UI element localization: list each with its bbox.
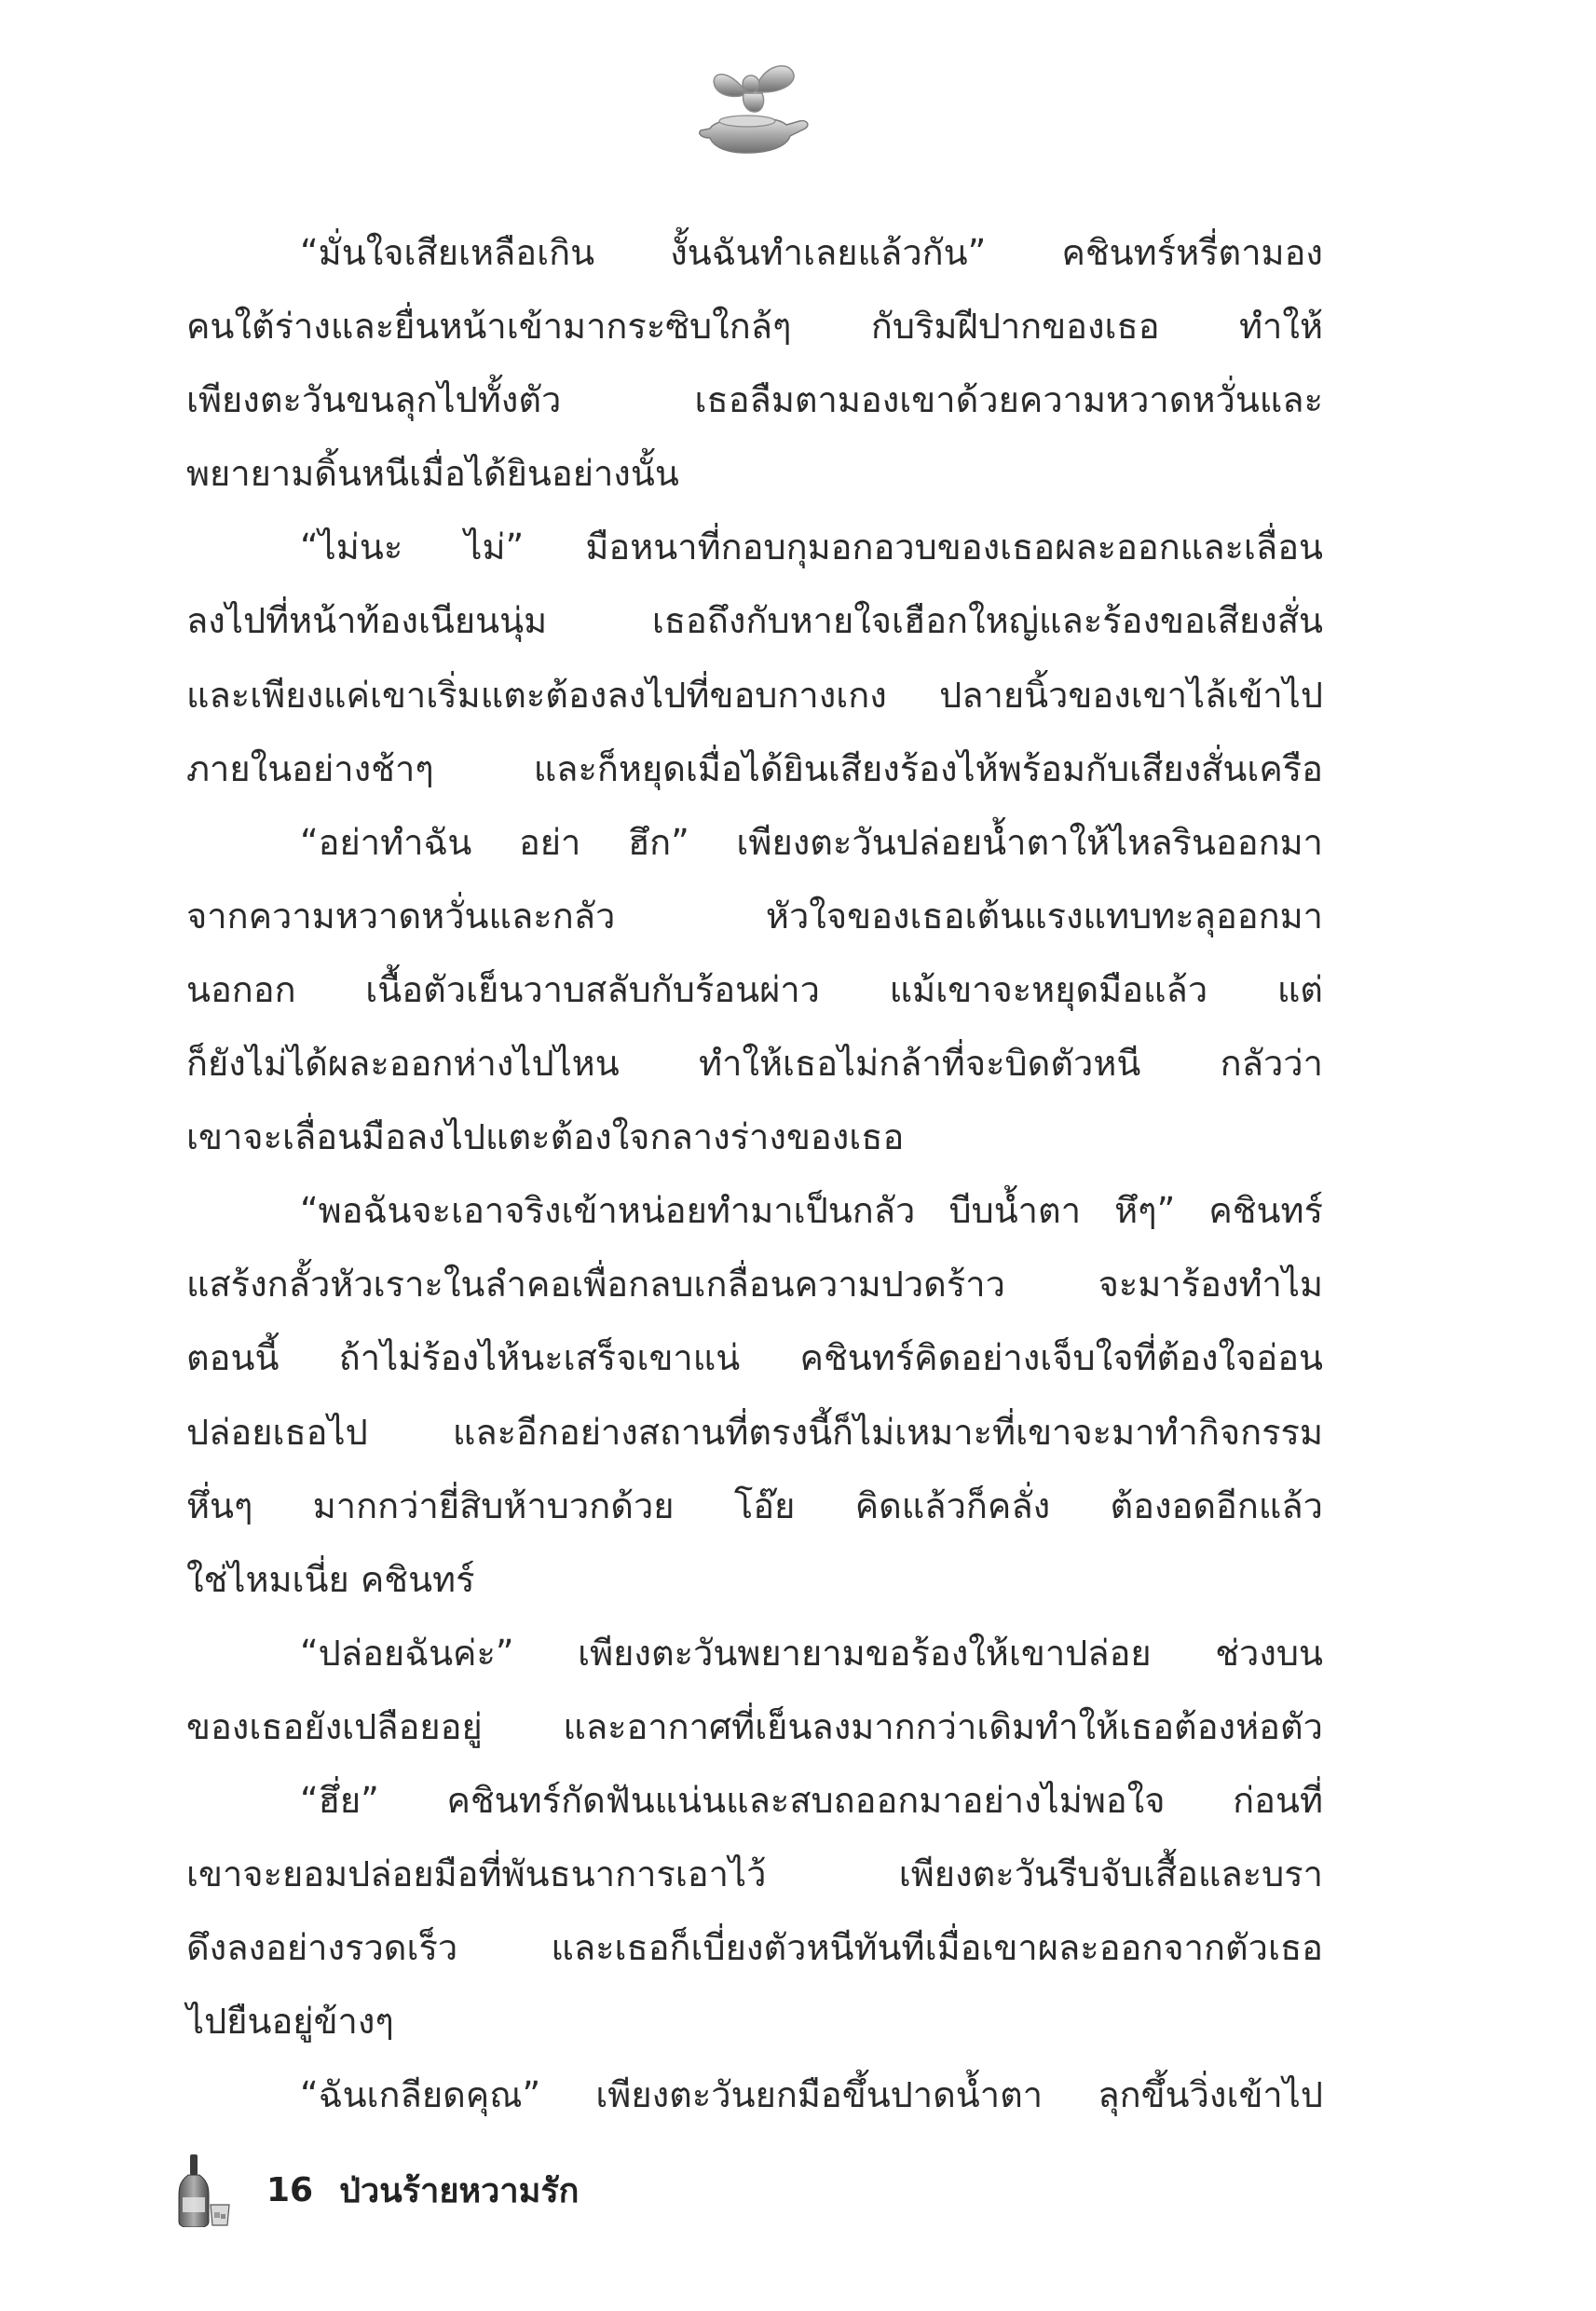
text-line: ลงไปที่หน้าท้องเนียนนุ่ม เธอถึงกับหายใจเฮือกใหญ่และร้องขอเสียงสั่น	[186, 600, 1323, 642]
text-line: ก็ยังไม่ได้ผละออกห่างไปไหน ทำให้เธอไม่กล้าที่จะบิดตัวหนี กลัวว่า	[186, 1043, 1323, 1085]
text-line: เพียงตะวันขนลุกไปทั้งตัว เธอลืมตามองเขาด้วยความหวาดหวั่นและ	[186, 379, 1323, 421]
page-number: 16	[266, 2170, 314, 2209]
text-line: คนใต้ร่างและยื่นหน้าเข้ามากระซิบใกล้ๆ กับริมฝีปากของเธอ ทำให้	[186, 306, 1323, 348]
text-line: ใช่ไหมเนี่ย คชินทร์	[186, 1558, 475, 1600]
text-line: พยายามดิ้นหนีเมื่อได้ยินอย่างนั้น	[186, 453, 679, 495]
text-line: “มั่นใจเสียเหลือเกิน งั้นฉันทำเลยแล้วกัน” คชินทร์หรี่ตามอง	[300, 232, 1323, 273]
text-line: ตอนนี้ ถ้าไม่ร้องไห้นะเสร็จเขาแน่ คชินทร์คิดอย่างเจ็บใจที่ต้องใจอ่อน	[186, 1337, 1323, 1379]
text-line: ภายในอย่างช้าๆ และก็หยุดเมื่อได้ยินเสียงร้องไห้พร้อมกับเสียงสั่นเครือ	[186, 747, 1323, 789]
body-text	[186, 216, 1323, 2132]
text-line: “ฉันเกลียดคุณ” เพียงตะวันยกมือขึ้นปาดน้ำตา ลุกขึ้นวิ่งเข้าไป	[300, 2074, 1323, 2116]
text-line: ของเธอยังเปลือยอยู่ และอากาศที่เย็นลงมากกว่าเดิมทำให้เธอต้องห่อตัว	[186, 1705, 1323, 1747]
text-line: “ไม่นะ ไม่” มือหนาที่กอบกุมอกอวบของเธอผละออกและเลื่อน	[300, 526, 1323, 568]
text-line: เขาจะยอมปล่อยมือที่พันธนาการเอาไว้ เพียงตะวันรีบจับเสื้อและบรา	[186, 1853, 1323, 1895]
text-line: นอกอก เนื้อตัวเย็นวาบสลับกับร้อนผ่าว แม้เขาจะหยุดมือแล้ว แต่	[186, 968, 1323, 1010]
text-line: “พอฉันจะเอาจริงเข้าหน่อยทำมาเป็นกลัว บีบน้ำตา หึๆ” คชินทร์	[300, 1190, 1323, 1232]
text-line: “อย่าทำฉัน อย่า ฮึก” เพียงตะวันปล่อยน้ำตาให้ไหลรินออกมา	[300, 821, 1323, 863]
text-line: ดึงลงอย่างรวดเร็ว และเธอก็เบี่ยงตัวหนีทันทีเมื่อเขาผละออกจากตัวเธอ	[186, 1927, 1323, 1969]
text-line: ปล่อยเธอไป และอีกอย่างสถานที่ตรงนี้ก็ไม่เหมาะที่เขาจะมาทำกิจกรรม	[186, 1411, 1323, 1453]
text-line: แสร้งกลั้วหัวเราะในลำคอเพื่อกลบเกลื่อนความปวดร้าว จะมาร้องทำไม	[186, 1264, 1323, 1306]
text-line: “ปล่อยฉันค่ะ” เพียงตะวันพยายามขอร้องให้เขาปล่อย ช่วงบน	[300, 1632, 1323, 1674]
page-footer	[177, 2153, 579, 2227]
text-line: ไปยืนอยู่ข้างๆ	[186, 2001, 394, 2043]
text-line: เขาจะเลื่อนมือลงไปแตะต้องใจกลางร่างของเธอ	[186, 1116, 905, 1158]
text-line: จากความหวาดหวั่นและกลัว หัวใจของเธอเต้นแรงแทบทะลุออกมา	[186, 895, 1323, 937]
book-title: ป่วนร้ายหวามรัก	[339, 2171, 580, 2210]
text-line: หึ่นๆ มากกว่ายี่สิบห้าบวกด้วย โอ๊ย คิดแล้วก็คลั่ง ต้องอดอีกแล้ว	[186, 1484, 1323, 1526]
liquor-bottle-glass-icon	[177, 2153, 233, 2227]
text-line: “ฮึ่ย” คชินทร์กัดฟันแน่นและสบถออกมาอย่างไม่พอใจ ก่อนที่	[300, 1779, 1323, 1821]
cupid-teapot-ornament-icon	[689, 56, 820, 158]
text-line: และเพียงแค่เขาเริ่มแตะต้องลงไปที่ขอบกางเกง ปลายนิ้วของเขาไล้เข้าไป	[186, 674, 1323, 716]
